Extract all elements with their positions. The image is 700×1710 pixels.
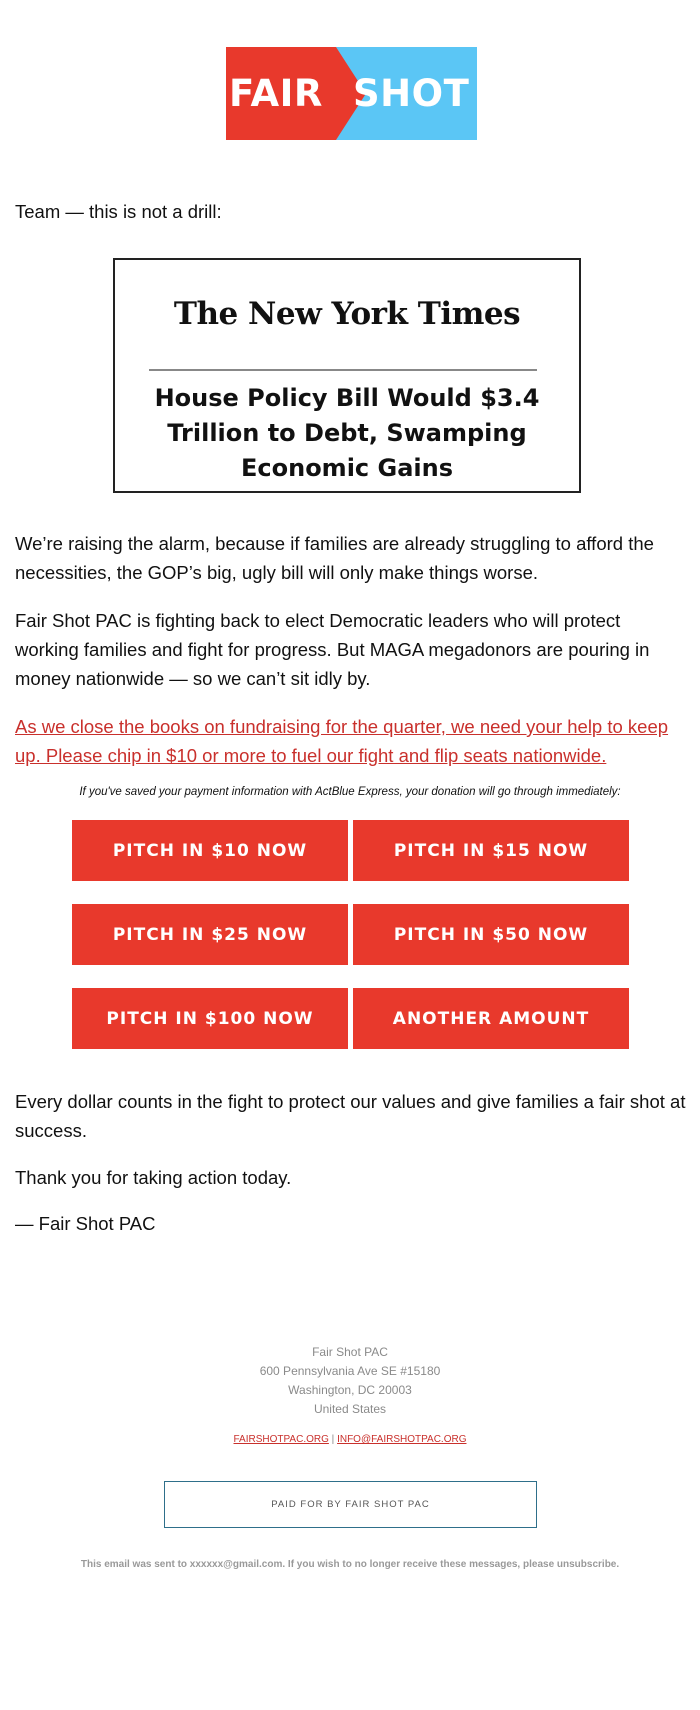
website-link[interactable]: FAIRSHOTPAC.ORG bbox=[233, 1434, 329, 1445]
link-separator: | bbox=[331, 1434, 335, 1445]
another-amount-button[interactable]: ANOTHER AMOUNT bbox=[353, 988, 629, 1049]
unsubscribe-notice[interactable]: This email was sent to xxxxxx@gmail.com. If you wish to no longer receive these messages, please unsubscribe. bbox=[80, 1559, 620, 1570]
pitch-in-50-button[interactable]: PITCH IN $50 NOW bbox=[353, 904, 629, 965]
nyt-divider bbox=[149, 369, 537, 371]
logo-word-shot: SHOT bbox=[353, 72, 470, 115]
fair-shot-logo bbox=[226, 47, 477, 140]
logo-word-fair: FAIR bbox=[229, 72, 323, 115]
pitch-in-10-button[interactable]: PITCH IN $10 NOW bbox=[72, 820, 348, 881]
pitch-in-25-button[interactable]: PITCH IN $25 NOW bbox=[72, 904, 348, 965]
email-link[interactable]: INFO@FAIRSHOTPAC.ORG bbox=[337, 1434, 467, 1445]
footer-address-line2: Washington, DC 20003 bbox=[288, 1383, 412, 1397]
nyt-masthead: The New York Times bbox=[173, 296, 521, 332]
nyt-headline-image bbox=[113, 258, 581, 493]
paragraph-every-dollar: Every dollar counts in the fight to protect our values and give families a fair shot at success. bbox=[15, 1091, 686, 1141]
paragraph-fighting-back: Fair Shot PAC is fighting back to elect Democratic leaders who will protect working families and fight for progress. But MAGA megadonors are pouring in money nationwide — so we can’t sit idly by. bbox=[15, 610, 650, 689]
paragraph-thank-you: Thank you for taking action today. bbox=[15, 1167, 292, 1188]
pitch-in-15-button[interactable]: PITCH IN $15 NOW bbox=[353, 820, 629, 881]
greeting: Team — this is not a drill: bbox=[15, 201, 222, 222]
paid-for-disclaimer: PAID FOR BY FAIR SHOT PAC bbox=[164, 1481, 537, 1528]
donate-link[interactable]: As we close the books on fundraising for the quarter, we need your help to keep up. Please chip in $10 or more to fuel our fight and flip seats nationwide. bbox=[15, 716, 669, 766]
nyt-headline: House Policy Bill Would $3.4 Trillion to Debt, Swamping Economic Gains bbox=[154, 384, 540, 482]
footer-address-line1: 600 Pennsylvania Ave SE #15180 bbox=[259, 1364, 441, 1378]
footer-country: United States bbox=[313, 1402, 387, 1416]
paragraph-alarm: We’re raising the alarm, because if families are already struggling to afford the necessities, the GOP’s big, ugly bill will only make things worse. bbox=[15, 533, 654, 583]
footer-org: Fair Shot PAC bbox=[312, 1345, 388, 1359]
donate-paragraph bbox=[15, 712, 687, 770]
signoff: — Fair Shot PAC bbox=[15, 1213, 156, 1234]
footer-links bbox=[0, 1434, 700, 1445]
actblue-express-note: If you've saved your payment information with ActBlue Express, your donation will go through immediately: bbox=[79, 786, 621, 798]
pitch-in-100-button[interactable]: PITCH IN $100 NOW bbox=[72, 988, 348, 1049]
